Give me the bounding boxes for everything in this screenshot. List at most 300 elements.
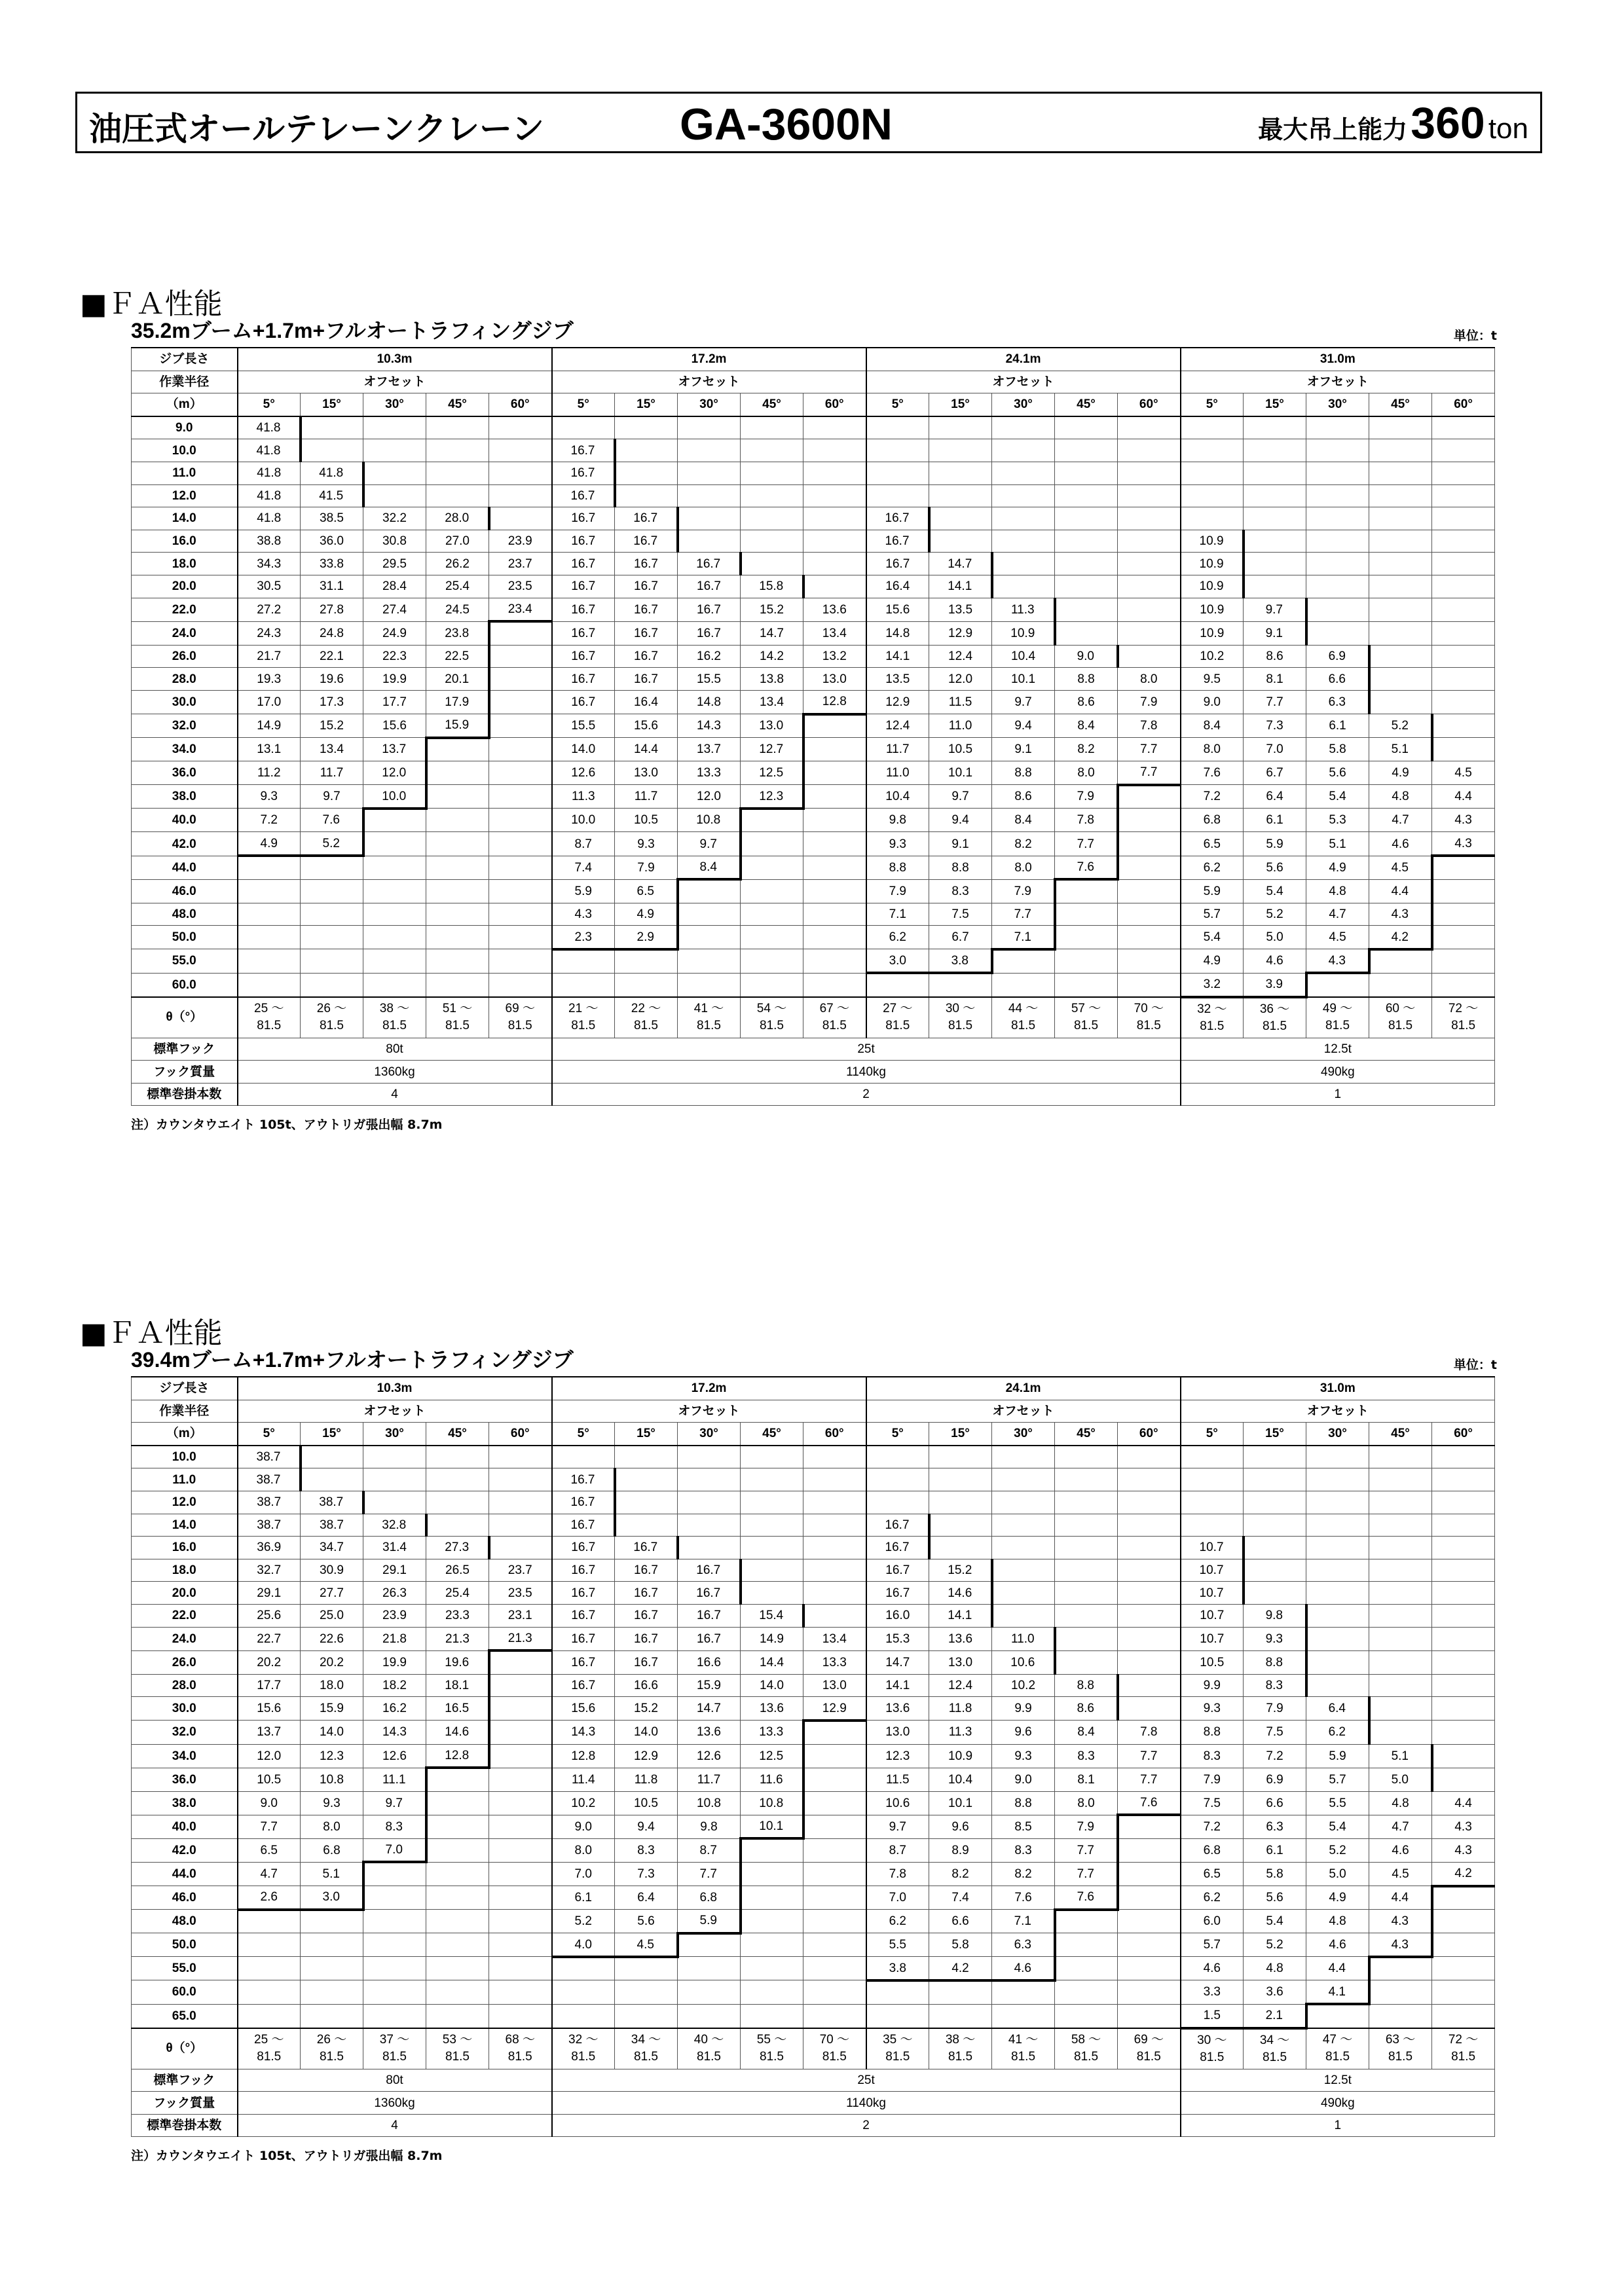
capacity-cell: 13.4 (803, 621, 866, 645)
capacity-cell: 6.1 (552, 1886, 615, 1910)
capacity-cell (1181, 1491, 1244, 1514)
reeving-count-value: 1 (1181, 1083, 1495, 1106)
capacity-cell: 12.0 (929, 668, 992, 691)
capacity-cell: 7.9 (615, 856, 678, 879)
capacity-cell (1244, 575, 1306, 598)
capacity-cell (1432, 1886, 1495, 1910)
capacity-cell (489, 1674, 552, 1697)
radius-cell: 36.0 (132, 1768, 238, 1791)
capacity-cell (489, 1957, 552, 1980)
radius-cell: 20.0 (132, 575, 238, 598)
hook-mass-value: 1140kg (552, 1061, 1181, 1084)
capacity-cell: 16.7 (615, 1537, 678, 1559)
capacity-cell (1306, 973, 1369, 997)
capacity-cell: 9.9 (1181, 1674, 1244, 1697)
capacity-cell: 2.1 (1244, 2004, 1306, 2028)
capacity-cell: 13.4 (741, 690, 803, 714)
capacity-cell: 7.6 (1055, 856, 1118, 879)
capacity-cell (1432, 416, 1495, 439)
capacity-cell: 8.7 (866, 1838, 929, 1862)
capacity-cell (1432, 1721, 1495, 1744)
table-row (132, 645, 1495, 668)
capacity-cell (363, 949, 426, 973)
capacity-cell: 15.6 (238, 1697, 301, 1721)
capacity-cell: 23.5 (489, 575, 552, 598)
capacity-cell (741, 1491, 803, 1514)
capacity-cell: 7.5 (929, 903, 992, 926)
capacity-cell: 10.9 (992, 621, 1055, 645)
capacity-cell (426, 1910, 489, 1933)
capacity-cell (1055, 926, 1118, 949)
capacity-cell: 26.5 (426, 1559, 489, 1582)
offset-angle: 60° (803, 393, 866, 416)
capacity-cell: 6.1 (1244, 809, 1306, 832)
capacity-cell (741, 1886, 803, 1910)
capacity-cell (1118, 1650, 1181, 1674)
radius-cell: 14.0 (132, 507, 238, 530)
radius-cell: 18.0 (132, 553, 238, 575)
capacity-cell (1118, 530, 1181, 553)
table-row (132, 903, 1495, 926)
theta-label: θ（°） (132, 2028, 238, 2069)
capacity-cell (1118, 1468, 1181, 1491)
capacity-cell (803, 553, 866, 575)
table-row (132, 879, 1495, 903)
capacity-cell (678, 416, 741, 439)
boom-angle-range: 32 ～ 81.5 (1181, 997, 1244, 1038)
capacity-cell (1432, 668, 1495, 691)
capacity-cell (1369, 1582, 1432, 1605)
capacity-cell: 5.2 (301, 832, 363, 856)
capacity-cell (1055, 416, 1118, 439)
capacity-cell (1055, 553, 1118, 575)
capacity-cell (426, 973, 489, 997)
capacity-cell: 10.7 (1181, 1559, 1244, 1582)
capacity-cell: 3.8 (866, 1957, 929, 1980)
capacity-cell (741, 809, 803, 832)
capacity-cell: 4.3 (1432, 809, 1495, 832)
capacity-cell: 9.3 (1244, 1627, 1306, 1650)
capacity-cell (741, 1957, 803, 1980)
capacity-cell: 8.3 (1055, 1744, 1118, 1768)
capacity-cell: 16.7 (552, 553, 615, 575)
capacity-cell: 13.2 (803, 645, 866, 668)
capacity-cell: 8.8 (1055, 668, 1118, 691)
capacity-cell (301, 926, 363, 949)
capacity-cell (1055, 484, 1118, 507)
capacity-cell: 2.3 (552, 926, 615, 949)
capacity-cell (803, 1446, 866, 1468)
capacity-cell: 9.0 (552, 1815, 615, 1838)
capacity-cell (678, 879, 741, 903)
capacity-label: 最大吊上能力 (1258, 115, 1408, 144)
capacity-cell (426, 1468, 489, 1491)
capacity-cell: 25.4 (426, 575, 489, 598)
capacity-cell: 10.2 (1181, 645, 1244, 668)
capacity-cell (1432, 2004, 1495, 2028)
capacity-cell: 41.8 (238, 416, 301, 439)
capacity-cell (1055, 1514, 1118, 1537)
capacity-cell: 3.0 (301, 1886, 363, 1910)
capacity-cell: 7.4 (552, 856, 615, 879)
capacity-cell (238, 1933, 301, 1957)
capacity-cell: 22.1 (301, 645, 363, 668)
capacity-cell: 12.5 (741, 761, 803, 785)
capacity-cell: 23.8 (426, 621, 489, 645)
capacity-cell (803, 1768, 866, 1791)
table-row (132, 1697, 1495, 1721)
capacity-cell: 1.5 (1181, 2004, 1244, 2028)
capacity-cell (803, 439, 866, 462)
capacity-cell: 10.6 (866, 1791, 929, 1815)
capacity-cell: 12.3 (866, 1744, 929, 1768)
offset-angle: 15° (1244, 393, 1306, 416)
boom-angle-range: 51 ～ 81.5 (426, 997, 489, 1038)
capacity-cell (1181, 1446, 1244, 1468)
capacity-cell: 4.9 (1369, 761, 1432, 785)
capacity-cell (1432, 1468, 1495, 1491)
capacity-cell (301, 856, 363, 879)
capacity-cell (363, 439, 426, 462)
table-row (132, 416, 1495, 439)
capacity-cell: 10.9 (1181, 621, 1244, 645)
capacity-cell: 32.7 (238, 1559, 301, 1582)
capacity-cell (363, 462, 426, 484)
capacity-cell: 9.6 (992, 1721, 1055, 1744)
capacity-cell (1432, 714, 1495, 738)
radius-cell: 22.0 (132, 1604, 238, 1627)
capacity-cell: 8.4 (1181, 714, 1244, 738)
capacity-cell: 5.6 (615, 1910, 678, 1933)
boom-angle-range: 30 ～ 81.5 (1181, 2028, 1244, 2069)
capacity-cell: 4.1 (1306, 1980, 1369, 2004)
capacity-cell (1369, 1537, 1432, 1559)
capacity-cell: 4.2 (1432, 1862, 1495, 1886)
capacity-cell: 16.7 (678, 621, 741, 645)
capacity-cell: 10.5 (238, 1768, 301, 1791)
capacity-cell: 4.4 (1432, 785, 1495, 809)
capacity-cell: 7.2 (238, 809, 301, 832)
capacity-cell: 41.8 (301, 462, 363, 484)
capacity-cell: 16.7 (552, 1537, 615, 1559)
capacity-cell (238, 879, 301, 903)
capacity-cell: 13.4 (803, 1627, 866, 1650)
capacity-cell (426, 903, 489, 926)
table-row (132, 462, 1495, 484)
capacity-cell: 8.0 (1055, 761, 1118, 785)
capacity-cell (489, 809, 552, 832)
jib-length-header: 31.0m (1181, 1377, 1495, 1400)
capacity-cell: 4.6 (1181, 1957, 1244, 1980)
capacity-cell: 16.7 (866, 507, 929, 530)
capacity-cell: 11.7 (866, 738, 929, 761)
boom-angle-range: 57 ～ 81.5 (1055, 997, 1118, 1038)
capacity-cell: 6.9 (1244, 1768, 1306, 1791)
capacity-cell (1055, 1537, 1118, 1559)
capacity-cell (1432, 1768, 1495, 1791)
capacity-cell (1306, 507, 1369, 530)
capacity-cell (866, 462, 929, 484)
capacity-cell (363, 1491, 426, 1514)
capacity-cell (1118, 484, 1181, 507)
capacity-cell: 5.7 (1181, 903, 1244, 926)
capacity-cell (678, 1491, 741, 1514)
capacity-cell: 9.0 (992, 1768, 1055, 1791)
offset-angle: 15° (615, 393, 678, 416)
table-row (132, 1721, 1495, 1744)
capacity-cell: 4.8 (1369, 785, 1432, 809)
radius-cell: 36.0 (132, 761, 238, 785)
offset-angle: 15° (1244, 1423, 1306, 1446)
capacity-cell (1432, 484, 1495, 507)
radius-cell: 28.0 (132, 668, 238, 691)
offset-angle: 30° (1306, 1423, 1369, 1446)
capacity-cell: 7.9 (1118, 690, 1181, 714)
capacity-cell: 8.3 (363, 1815, 426, 1838)
capacity-cell: 13.1 (238, 738, 301, 761)
capacity-cell: 8.2 (929, 1862, 992, 1886)
offset-angle: 45° (1055, 393, 1118, 416)
std-hook-value: 25t (552, 1038, 1181, 1061)
capacity-cell: 8.0 (1055, 1791, 1118, 1815)
capacity-cell (615, 2004, 678, 2028)
offset-header: オフセット (1181, 371, 1495, 393)
capacity-cell (741, 1838, 803, 1862)
capacity-cell: 7.7 (1118, 761, 1181, 785)
capacity-cell: 13.0 (803, 1674, 866, 1697)
capacity-cell (678, 1933, 741, 1957)
offset-header: オフセット (552, 1400, 866, 1423)
capacity-cell: 5.9 (1181, 879, 1244, 903)
capacity-cell: 4.8 (1244, 1957, 1306, 1980)
boom-angle-range: 34 ～ 81.5 (615, 2028, 678, 2069)
capacity-cell: 15.6 (615, 714, 678, 738)
table-row (132, 1886, 1495, 1910)
capacity-cell (929, 1468, 992, 1491)
table-row (132, 507, 1495, 530)
capacity-cell (1055, 507, 1118, 530)
capacity-cell (1055, 1491, 1118, 1514)
capacity-cell (426, 926, 489, 949)
capacity-cell: 23.5 (489, 1582, 552, 1605)
capacity-cell (1118, 1862, 1181, 1886)
capacity-cell (1055, 621, 1118, 645)
capacity-cell (1055, 530, 1118, 553)
capacity-cell (803, 809, 866, 832)
capacity-cell: 13.3 (803, 1650, 866, 1674)
capacity-cell (803, 761, 866, 785)
capacity-cell: 16.7 (678, 553, 741, 575)
capacity-cell: 5.2 (1244, 903, 1306, 926)
capacity-cell (615, 1468, 678, 1491)
capacity-cell: 4.8 (1306, 879, 1369, 903)
capacity-cell: 10.1 (992, 668, 1055, 691)
capacity-cell: 4.2 (1369, 926, 1432, 949)
radius-cell: 16.0 (132, 1537, 238, 1559)
table-row (132, 1933, 1495, 1957)
capacity-cell: 14.0 (741, 1674, 803, 1697)
capacity-cell (803, 1514, 866, 1537)
capacity-cell: 4.6 (1369, 1838, 1432, 1862)
capacity-cell (1432, 530, 1495, 553)
radius-cell: 16.0 (132, 530, 238, 553)
capacity-cell (1118, 1491, 1181, 1514)
capacity-cell: 14.1 (929, 1604, 992, 1627)
capacity-cell (1432, 1491, 1495, 1514)
capacity-cell (489, 949, 552, 973)
capacity-cell: 7.7 (1055, 1838, 1118, 1862)
capacity-cell: 6.4 (1306, 1697, 1369, 1721)
capacity-cell: 16.7 (552, 1582, 615, 1605)
capacity-cell (929, 1980, 992, 2004)
capacity-cell (678, 949, 741, 973)
capacity-cell: 14.8 (866, 621, 929, 645)
capacity-cell: 23.1 (489, 1604, 552, 1627)
table-row (132, 1957, 1495, 1980)
capacity-cell (1055, 1957, 1118, 1980)
capacity-cell (1055, 1910, 1118, 1933)
capacity-cell (1306, 2004, 1369, 2028)
capacity-cell: 16.7 (866, 1537, 929, 1559)
boom-angle-range: 54 ～ 81.5 (741, 997, 803, 1038)
capacity-cell: 10.8 (678, 809, 741, 832)
table-row (132, 1744, 1495, 1768)
table-row (132, 1862, 1495, 1886)
capacity-cell: 11.3 (929, 1721, 992, 1744)
capacity-cell: 16.7 (552, 507, 615, 530)
capacity-cell: 24.5 (426, 598, 489, 621)
radius-cell: 32.0 (132, 1721, 238, 1744)
capacity-cell: 6.6 (929, 1910, 992, 1933)
capacity-cell (1432, 553, 1495, 575)
capacity-cell: 29.1 (238, 1582, 301, 1605)
unit-label: 単位：t (1453, 329, 1497, 343)
radius-cell: 46.0 (132, 1886, 238, 1910)
capacity-cell: 16.7 (552, 1674, 615, 1697)
capacity-cell: 30.9 (301, 1559, 363, 1582)
capacity-cell: 28.0 (426, 507, 489, 530)
capacity-cell (1055, 598, 1118, 621)
capacity-cell (803, 714, 866, 738)
capacity-cell (552, 416, 615, 439)
capacity-cell (803, 1468, 866, 1491)
capacity-cell: 21.3 (426, 1627, 489, 1650)
capacity-cell (1055, 1933, 1118, 1957)
capacity-cell: 27.7 (301, 1582, 363, 1605)
capacity-cell: 15.9 (301, 1697, 363, 1721)
capacity-cell: 5.4 (1244, 1910, 1306, 1933)
capacity-cell (1118, 1815, 1181, 1838)
capacity-cell: 7.7 (678, 1862, 741, 1886)
capacity-cell (803, 1980, 866, 2004)
capacity-cell (426, 1768, 489, 1791)
capacity-cell (803, 785, 866, 809)
capacity-cell (741, 1446, 803, 1468)
std-hook-label: 標準フック (132, 1038, 238, 1061)
capacity-cell: 6.2 (1181, 856, 1244, 879)
table-row (132, 1446, 1495, 1468)
capacity-unit: ton (1488, 113, 1528, 145)
capacity-cell (803, 1491, 866, 1514)
capacity-cell (992, 1446, 1055, 1468)
capacity-cell: 9.3 (615, 832, 678, 856)
boom-angle-range: 49 ～ 81.5 (1306, 997, 1369, 1038)
capacity-cell (489, 1650, 552, 1674)
radius-cell: 30.0 (132, 1697, 238, 1721)
radius-cell: 44.0 (132, 856, 238, 879)
capacity-cell (992, 2004, 1055, 2028)
capacity-cell: 7.2 (1244, 1744, 1306, 1768)
capacity-cell (489, 484, 552, 507)
capacity-cell: 10.2 (992, 1674, 1055, 1697)
capacity-cell (929, 530, 992, 553)
capacity-cell (1432, 462, 1495, 484)
capacity-cell (1369, 1650, 1432, 1674)
capacity-cell: 4.4 (1306, 1957, 1369, 1980)
capacity-cell: 27.3 (426, 1537, 489, 1559)
capacity-cell (426, 832, 489, 856)
capacity-cell: 26.3 (363, 1582, 426, 1605)
capacity-cell (1118, 973, 1181, 997)
offset-angle: 5° (1181, 1423, 1244, 1446)
capacity-cell (363, 1957, 426, 1980)
capacity-cell (803, 507, 866, 530)
table-row (132, 1910, 1495, 1933)
capacity-cell: 7.7 (1118, 1768, 1181, 1791)
capacity-cell (489, 645, 552, 668)
capacity-cell (1244, 462, 1306, 484)
capacity-cell: 8.8 (1244, 1650, 1306, 1674)
capacity-cell (1118, 462, 1181, 484)
capacity-cell: 5.6 (1306, 761, 1369, 785)
radius-cell: 26.0 (132, 1650, 238, 1674)
capacity-cell (929, 507, 992, 530)
capacity-cell: 4.5 (1432, 761, 1495, 785)
offset-angle: 60° (489, 393, 552, 416)
capacity-cell: 5.5 (1306, 1791, 1369, 1815)
capacity-cell: 10.9 (1181, 575, 1244, 598)
capacity-cell: 4.9 (1306, 856, 1369, 879)
capacity-cell: 4.3 (1432, 1815, 1495, 1838)
capacity-cell (1118, 645, 1181, 668)
radius-cell: 24.0 (132, 621, 238, 645)
capacity-cell: 4.6 (1369, 832, 1432, 856)
capacity-cell (1432, 1446, 1495, 1468)
capacity-cell: 38.7 (301, 1514, 363, 1537)
capacity-cell: 16.7 (552, 1468, 615, 1491)
table-row (132, 1791, 1495, 1815)
capacity-cell: 3.0 (866, 949, 929, 973)
capacity-cell: 16.7 (615, 553, 678, 575)
capacity-cell (1432, 645, 1495, 668)
capacity-cell: 5.8 (929, 1933, 992, 1957)
capacity-cell (1244, 439, 1306, 462)
capacity-cell (615, 973, 678, 997)
capacity-cell (1306, 1582, 1369, 1605)
capacity-cell: 7.1 (992, 1910, 1055, 1933)
boom-angle-range: 67 ～ 81.5 (803, 997, 866, 1038)
capacity-cell (1055, 1604, 1118, 1627)
capacity-cell: 11.2 (238, 761, 301, 785)
capacity-cell (426, 1815, 489, 1838)
capacity-cell (803, 1559, 866, 1582)
capacity-cell: 5.7 (1306, 1768, 1369, 1791)
capacity-cell: 4.5 (1369, 1862, 1432, 1886)
capacity-cell (803, 462, 866, 484)
capacity-cell (1369, 1559, 1432, 1582)
capacity-cell (803, 1957, 866, 1980)
capacity-cell: 5.3 (1306, 809, 1369, 832)
